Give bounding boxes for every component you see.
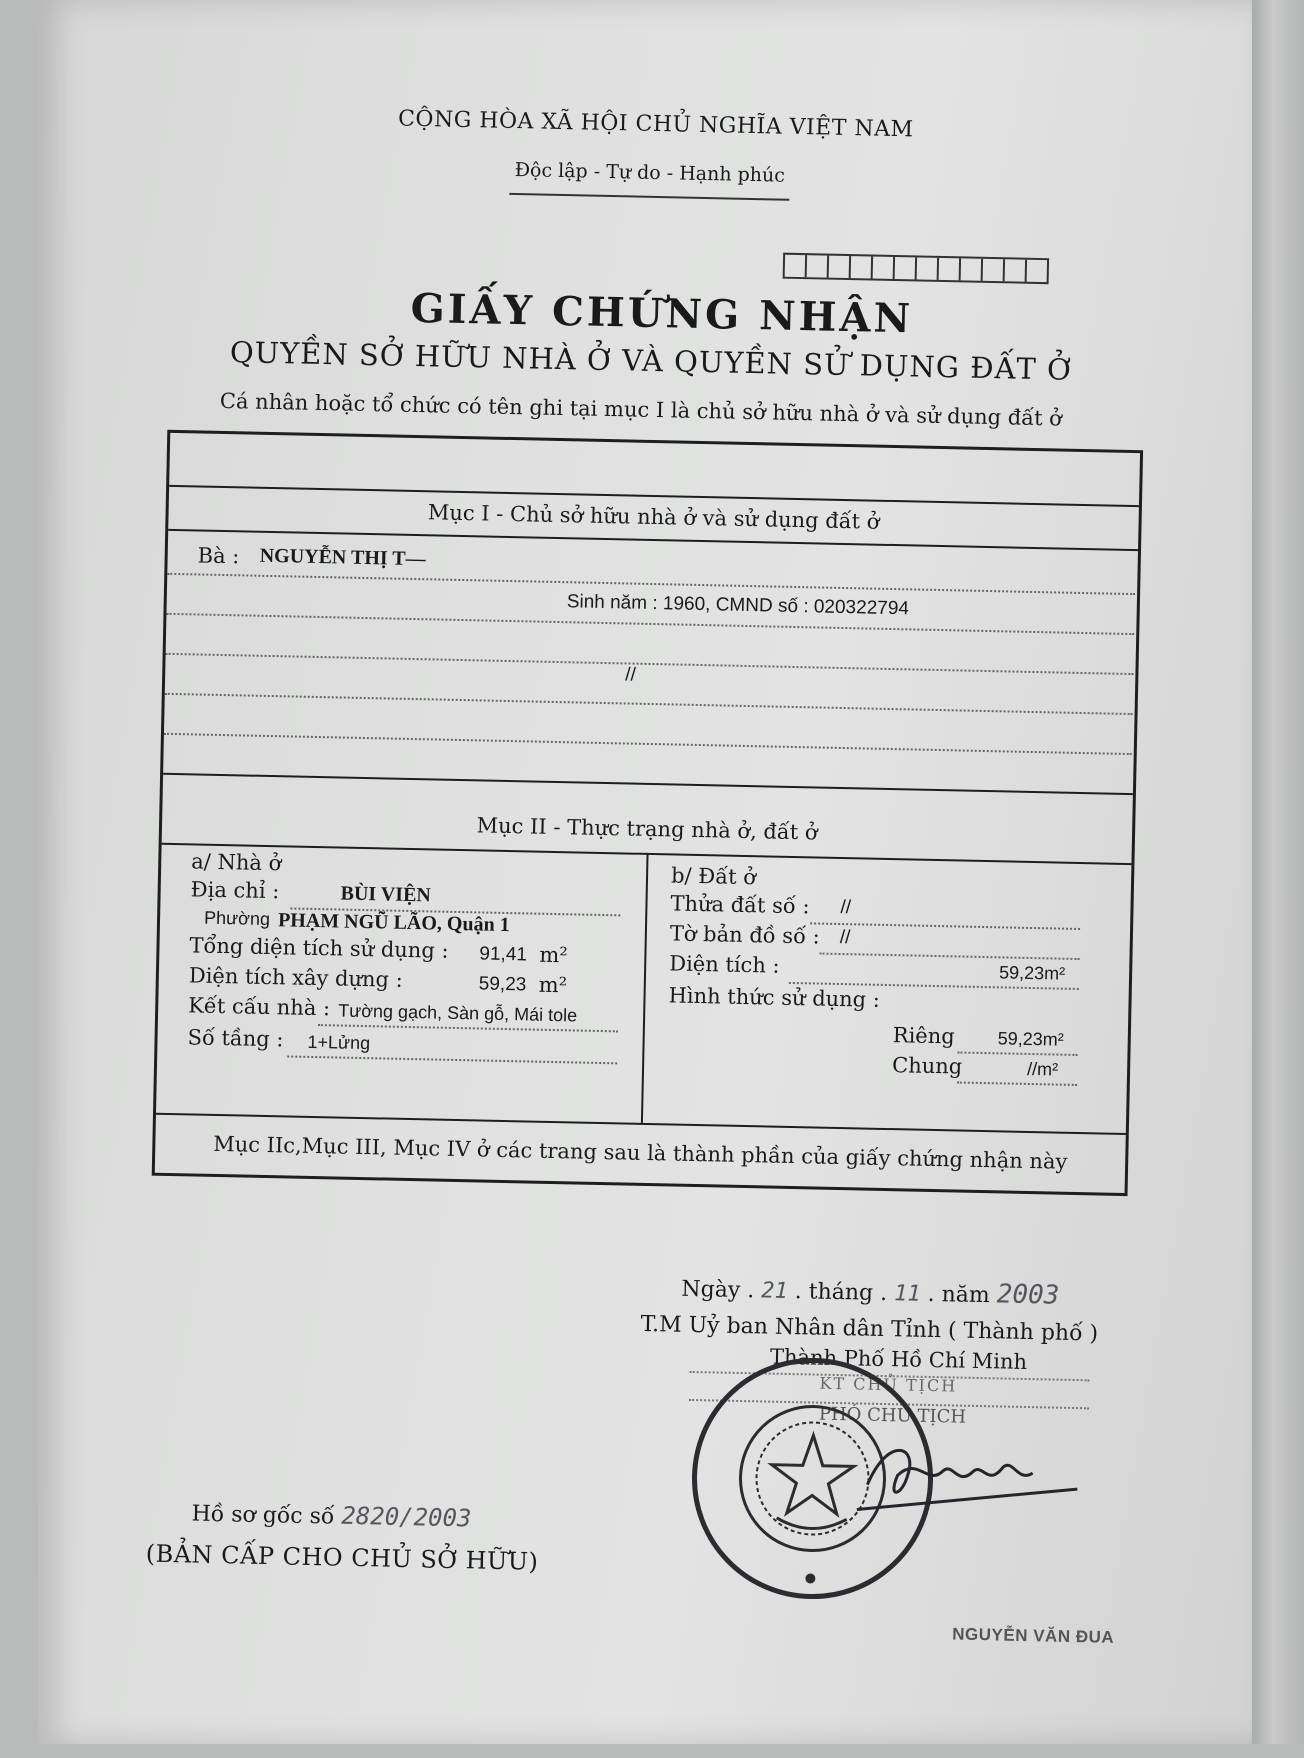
land-heading: b/ Đất ở (670, 863, 757, 890)
certificate-table (152, 430, 1143, 1196)
floors-value: 1+Lửng (307, 1031, 371, 1054)
dotted-line (957, 1051, 1077, 1056)
certificate-title: GIẤY CHỨNG NHẬN (410, 284, 914, 343)
shared-label: Chung (891, 1053, 963, 1079)
plot-label: Thửa đất số : (670, 891, 810, 919)
column-divider (641, 853, 649, 1123)
motto-underline (509, 193, 789, 201)
date-prefix: Ngày . (681, 1276, 755, 1304)
owner-prefix: Bà : (197, 543, 240, 569)
floors-label: Số tầng : (187, 1025, 284, 1052)
date-year: 2003 (996, 1279, 1060, 1311)
usage-label: Hình thức sử dụng : (668, 983, 881, 1012)
owner-birth-id: Sinh năm : 1960, CMND số : 020322794 (566, 591, 910, 620)
year-label: . năm (927, 1281, 991, 1309)
date-month: 11 (893, 1281, 921, 1307)
dotted-line (166, 653, 1134, 675)
table-rule (163, 773, 1133, 795)
dotted-line (819, 953, 1079, 960)
build-area-value: 59,23 (478, 973, 527, 996)
month-label: . tháng . (794, 1279, 888, 1307)
blank-mark: // (625, 664, 637, 686)
private-value: 59,23m² (997, 1028, 1065, 1050)
area-unit: m² (538, 972, 568, 998)
shared-value: //m² (1026, 1058, 1059, 1080)
signer-role-2: PHÓ CHỦ TỊCH (818, 1403, 967, 1428)
date-day: 21 (761, 1278, 789, 1304)
issue-date (681, 1273, 1060, 1311)
serial-number-boxes (783, 253, 1049, 285)
intro-text: Cá nhân hoặc tổ chức có tên ghi tại mục I là chủ sở hữu nhà ở và sử dụng đất ở (219, 388, 1063, 431)
ward-label: Phường (203, 907, 271, 930)
private-label: Riêng (892, 1023, 955, 1049)
handwritten-signature-icon (846, 1414, 1088, 1539)
signer-role-1: KT CHỦ TỊCH (819, 1373, 958, 1396)
issuing-authority: T.M Uỷ ban Nhân dân Tỉnh ( Thành phố ) (640, 1311, 1099, 1347)
dotted-line (167, 573, 1135, 595)
address-value: BÙI VIỆN (340, 882, 432, 907)
map-label: Tờ bản đồ số : (669, 921, 820, 949)
city-name: Thành Phố Hồ Chí Minh (769, 1344, 1028, 1374)
certificate-subtitle: QUYỀN SỞ HỮU NHÀ Ở VÀ QUYỀN SỬ DỤNG ĐẤT Ở (229, 335, 1073, 387)
section2-title: Mục II - Thực trạng nhà ở, đất ở (476, 813, 818, 845)
total-area-value: 91,41 (479, 943, 528, 966)
land-area-value: 59,23m² (998, 962, 1066, 984)
build-area-label: Diện tích xây dựng : (188, 963, 403, 992)
land-area-label: Diện tích : (669, 951, 780, 978)
file-number (191, 1499, 471, 1533)
structure-label: Kết cấu nhà : (188, 993, 331, 1021)
section1-title: Mục I - Chủ sở hữu nhà ở và sử dụng đất ở (427, 500, 880, 534)
signer-name: NGUYỄN VĂN ĐUA (952, 1624, 1115, 1647)
dotted-line (164, 733, 1132, 755)
dotted-line (166, 613, 1134, 635)
structure-value: Tường gạch, Sàn gỗ, Mái tole (337, 1000, 578, 1026)
total-area-label: Tổng diện tích sử dụng : (189, 933, 449, 963)
ward-value: PHẠM NGŨ LÃO, Quận 1 (277, 909, 510, 937)
address-label: Địa chỉ : (190, 877, 280, 904)
dotted-line (165, 693, 1133, 715)
copy-designation: (BẢN CẤP CHO CHỦ SỞ HỮU) (145, 1539, 539, 1576)
file-number-value: 2820/2003 (341, 1501, 472, 1533)
file-label: Hồ sơ gốc số (191, 1501, 335, 1530)
area-unit: m² (539, 942, 569, 968)
house-heading: a/ Nhà ở (191, 849, 282, 876)
owner-name: NGUYỄN THỊ T— (259, 544, 426, 571)
plot-value: // (840, 896, 852, 919)
dotted-line (957, 1081, 1077, 1086)
country-heading: CỘNG HÒA XÃ HỘI CHỦ NGHĨA VIỆT NAM (397, 106, 914, 143)
footer-note: Mục IIc,Mục III, Mục IV ở các trang sau là thành phần của giấy chứng nhận này (212, 1131, 1068, 1174)
dotted-line (287, 1055, 617, 1064)
national-motto: Độc lập - Tự do - Hạnh phúc (514, 159, 786, 187)
map-value: // (839, 926, 851, 949)
